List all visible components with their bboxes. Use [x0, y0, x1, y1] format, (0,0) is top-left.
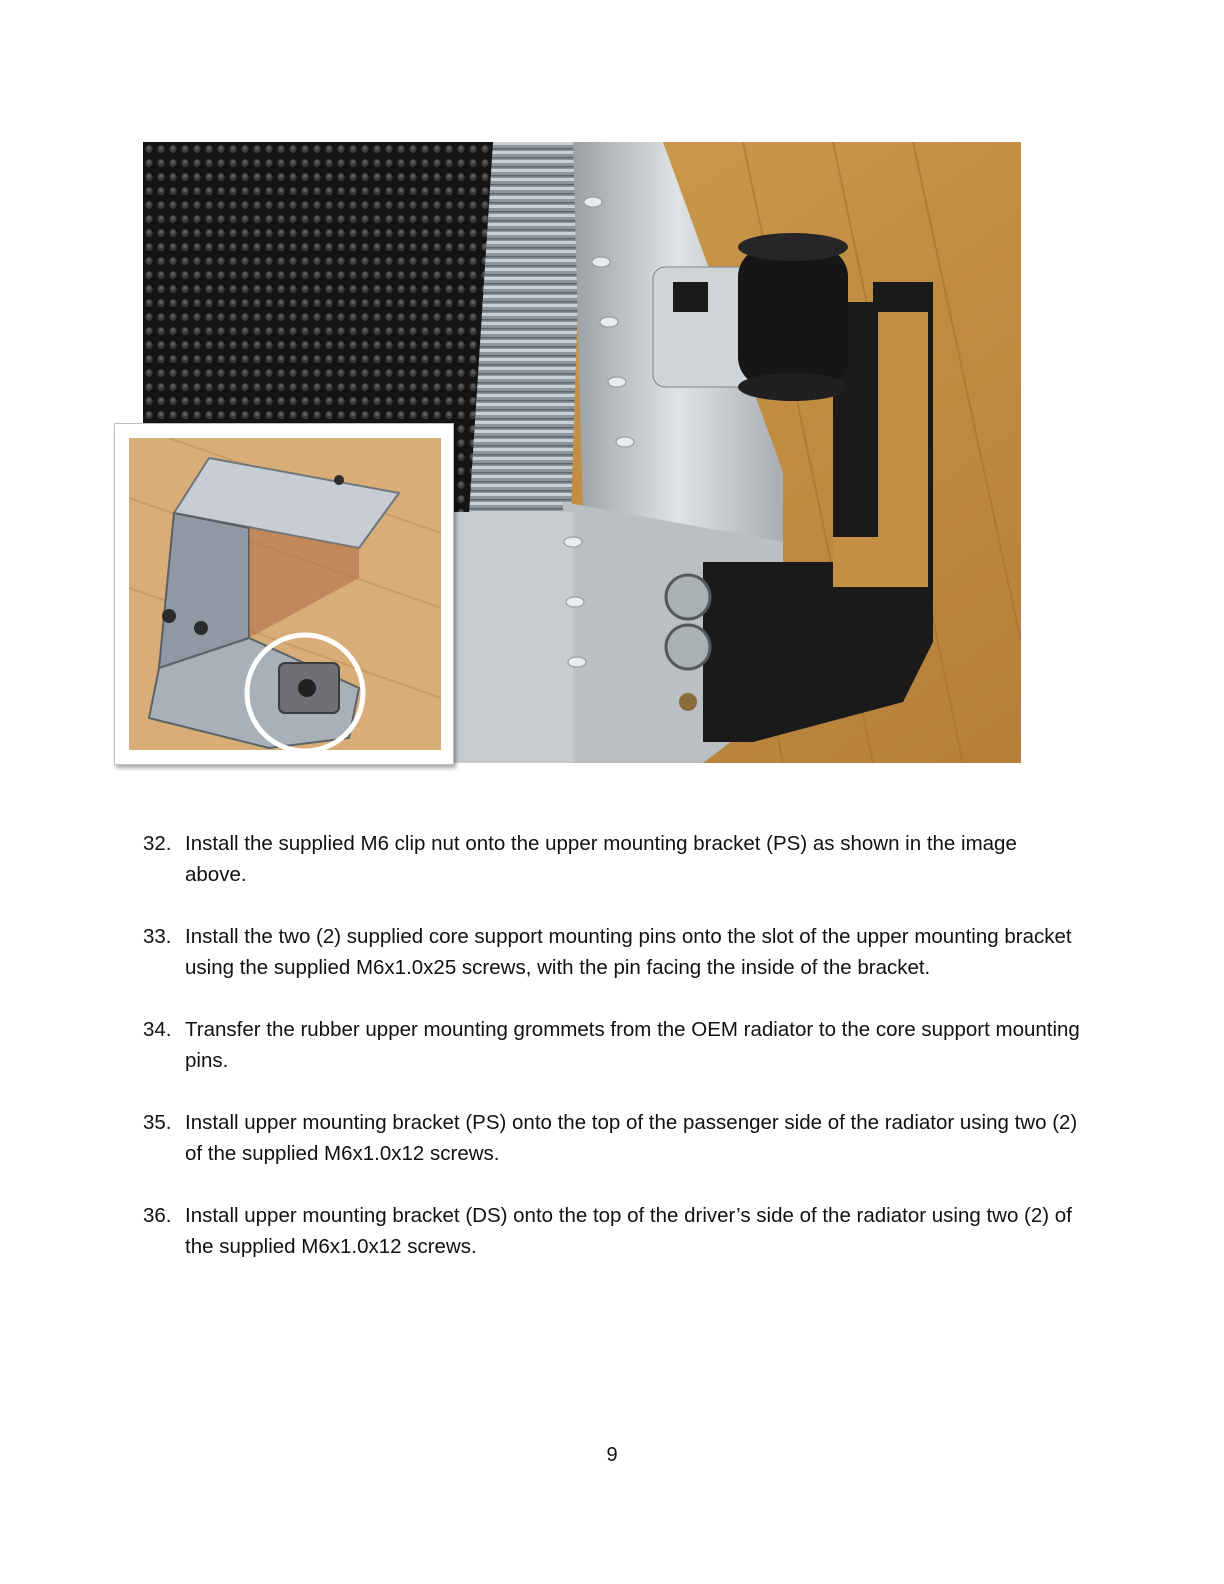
step-number: 35. [143, 1111, 172, 1134]
instruction-list [143, 828, 1083, 1293]
step-text: Install the two (2) supplied core support mounting pins onto the slot of the upper mounting bracket using the supplied M6x1.0x25 screws, with the pin facing the inside of the bracket. [185, 925, 1072, 979]
step-text: Install upper mounting bracket (DS) onto the top of the driver’s side of the radiator using two (2) of the supplied M6x1.0x12 screws. [185, 1204, 1072, 1258]
instruction-step-32 [143, 828, 1083, 890]
step-text: Install the supplied M6 clip nut onto the upper mounting bracket (PS) as shown in the image above. [185, 832, 1017, 886]
instruction-step-34 [143, 1014, 1083, 1076]
instruction-step-36 [143, 1200, 1083, 1262]
instruction-step-33 [143, 921, 1083, 983]
step-number: 32. [143, 832, 172, 855]
step-number: 34. [143, 1018, 172, 1041]
page-number: 9 [606, 1444, 618, 1466]
step-number: 33. [143, 925, 172, 948]
step-text: Transfer the rubber upper mounting grommets from the OEM radiator to the core support mounting pins. [185, 1018, 1080, 1072]
bracket-clip-nut-photo [129, 438, 441, 750]
instruction-step-35 [143, 1107, 1083, 1169]
step-number: 36. [143, 1204, 172, 1227]
bracket-clip-nut-inset [114, 423, 454, 765]
step-text: Install upper mounting bracket (PS) onto the top of the passenger side of the radiator using two (2) of the supplied M6x1.0x12 screws. [185, 1111, 1078, 1165]
